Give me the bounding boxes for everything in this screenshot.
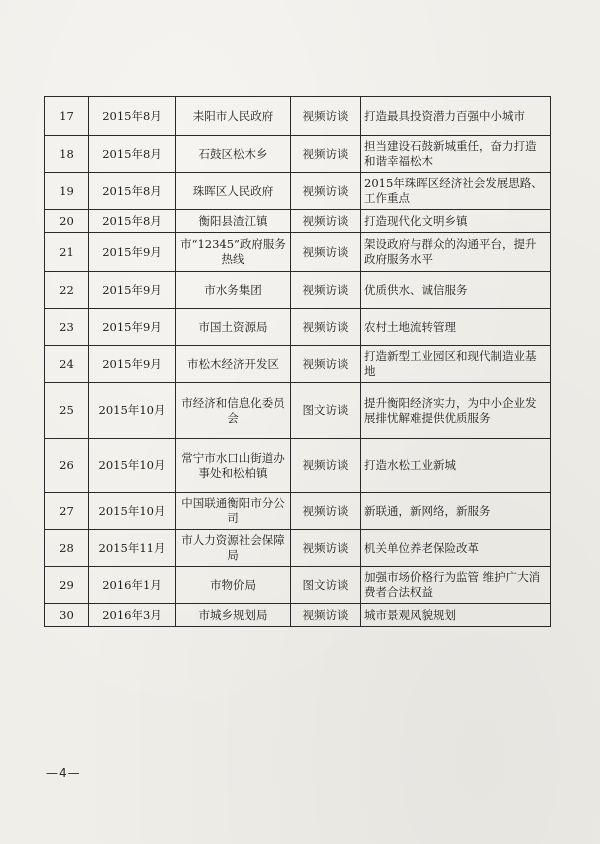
cell-unit: 常宁市水口山街道办事处和松柏镇 [176,439,291,493]
cell-theme: 担当建设石鼓新城重任，奋力打造和谐幸福松木 [361,136,551,173]
cell-number: 26 [45,439,89,493]
table-row [45,604,551,627]
table-row [45,493,551,530]
cell-theme: 新联通，新网络，新服务 [361,493,551,530]
cell-theme: 打造现代化文明乡镇 [361,210,551,233]
cell-date: 2016年3月 [89,604,176,627]
table-row [45,530,551,567]
cell-form: 视频访谈 [291,136,361,173]
cell-number: 22 [45,272,89,309]
cell-unit: 衡阳县渣江镇 [176,210,291,233]
cell-unit: 石鼓区松木乡 [176,136,291,173]
cell-date: 2015年10月 [89,439,176,493]
table-row [45,136,551,173]
cell-unit: 市国土资源局 [176,309,291,346]
cell-date: 2015年10月 [89,493,176,530]
cell-theme: 架设政府与群众的沟通平台，提升政府服务水平 [361,233,551,272]
cell-form: 视频访谈 [291,346,361,383]
table-row [45,233,551,272]
table-row [45,97,551,136]
cell-form: 视频访谈 [291,530,361,567]
cell-date: 2015年8月 [89,136,176,173]
cell-theme: 打造新型工业园区和现代制造业基地 [361,346,551,383]
cell-date: 2015年9月 [89,272,176,309]
table-row [45,173,551,210]
cell-number: 29 [45,567,89,604]
cell-unit: 市物价局 [176,567,291,604]
table-row [45,383,551,439]
cell-number: 17 [45,97,89,136]
cell-unit: 市经济和信息化委员会 [176,383,291,439]
cell-number: 28 [45,530,89,567]
cell-form: 视频访谈 [291,173,361,210]
interview-record-table [44,96,551,627]
cell-number: 20 [45,210,89,233]
cell-theme: 2015年珠晖区经济社会发展思路、工作重点 [361,173,551,210]
cell-form: 视频访谈 [291,210,361,233]
cell-number: 25 [45,383,89,439]
cell-number: 27 [45,493,89,530]
cell-form: 视频访谈 [291,309,361,346]
cell-unit: 市人力资源社会保障局 [176,530,291,567]
table-row [45,567,551,604]
cell-date: 2015年8月 [89,210,176,233]
cell-number: 30 [45,604,89,627]
cell-form: 图文访谈 [291,383,361,439]
cell-form: 视频访谈 [291,233,361,272]
table-row [45,210,551,233]
page-number: —4— [46,766,81,780]
cell-form: 视频访谈 [291,604,361,627]
cell-form: 视频访谈 [291,493,361,530]
cell-number: 21 [45,233,89,272]
cell-theme: 城市景观风貌规划 [361,604,551,627]
cell-date: 2015年9月 [89,309,176,346]
cell-date: 2015年10月 [89,383,176,439]
cell-date: 2015年8月 [89,97,176,136]
cell-number: 18 [45,136,89,173]
cell-theme: 打造水松工业新城 [361,439,551,493]
cell-theme: 优质供水、诚信服务 [361,272,551,309]
cell-form: 视频访谈 [291,97,361,136]
cell-theme: 加强市场价格行为监管 维护广大消费者合法权益 [361,567,551,604]
cell-number: 19 [45,173,89,210]
cell-theme: 打造最具投资潜力百强中小城市 [361,97,551,136]
cell-date: 2015年8月 [89,173,176,210]
cell-number: 23 [45,309,89,346]
cell-date: 2016年1月 [89,567,176,604]
cell-date: 2015年9月 [89,233,176,272]
table-row [45,309,551,346]
table-body [45,97,551,627]
cell-unit: 珠晖区人民政府 [176,173,291,210]
cell-number: 24 [45,346,89,383]
cell-date: 2015年9月 [89,346,176,383]
table-row [45,439,551,493]
cell-unit: 耒阳市人民政府 [176,97,291,136]
cell-form: 视频访谈 [291,439,361,493]
cell-unit: 市“12345”政府服务热线 [176,233,291,272]
cell-theme: 农村土地流转管理 [361,309,551,346]
cell-form: 视频访谈 [291,272,361,309]
cell-theme: 机关单位养老保险改革 [361,530,551,567]
cell-form: 图文访谈 [291,567,361,604]
cell-date: 2015年11月 [89,530,176,567]
cell-unit: 市城乡规划局 [176,604,291,627]
cell-unit: 市松木经济开发区 [176,346,291,383]
cell-unit: 中国联通衡阳市分公司 [176,493,291,530]
cell-unit: 市水务集团 [176,272,291,309]
table-row [45,346,551,383]
cell-theme: 提升衡阳经济实力，为中小企业发展排忧解难提供优质服务 [361,383,551,439]
table-row [45,272,551,309]
